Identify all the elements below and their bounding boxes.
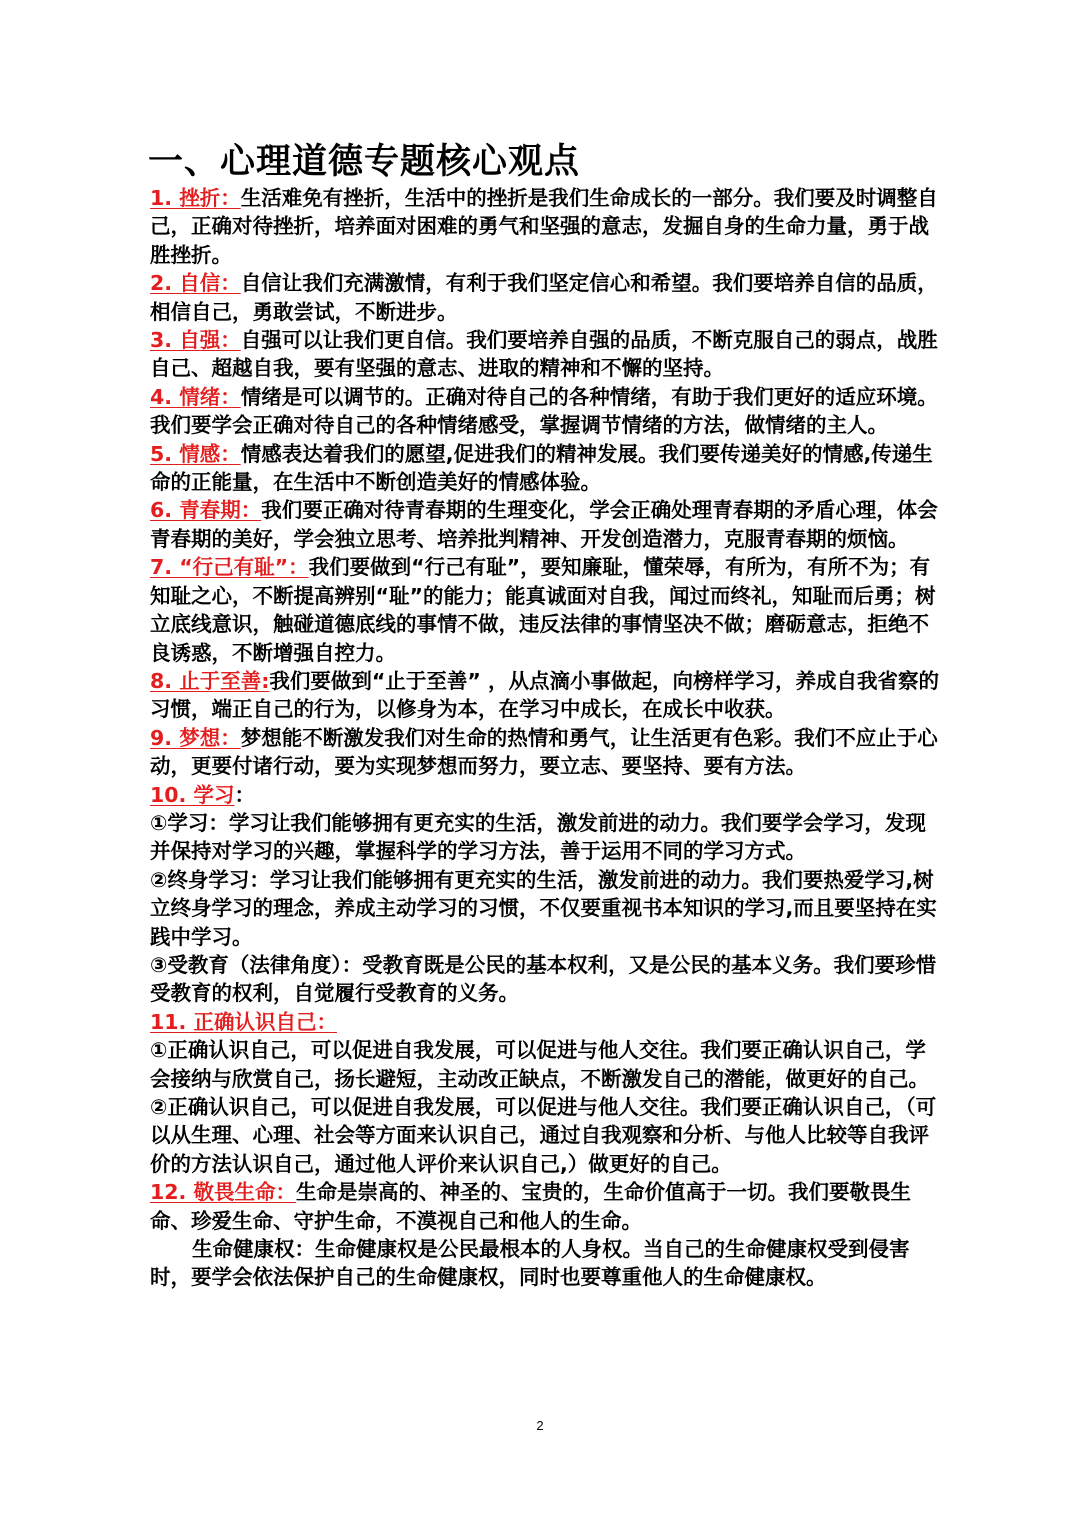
item-label: 1. 挫折： [150,186,241,210]
item-text: 生命是崇高的、神圣的、宝贵的，生命价值高于一切。我们要敬畏生命、珍爱生命、守护生命，不漠视自己和他人的生命。 [150,1180,911,1233]
list-item [150,326,940,383]
item-text: 我们要做到“行己有耻”，要知廉耻，懂荣辱，有所为，有所不为；有知耻之心，不断提高辨别“耻”的能力；能真诚面对自我，闻过而终礼，知耻而后勇；树立底线意识，触碰道德底线的事情不做，违反法律的事情坚决不做；磨砺意志，拒绝不良诱惑，不断增强自控力。 [150,555,936,665]
list-item [150,440,940,497]
page-title: 一、心理道德专题核心观点 [148,142,581,182]
sub-item: ①学习：学习让我们能够拥有更充实的生活，激发前进的动力。我们要学会学习，发现并保持对学习的兴趣，掌握科学的学习方法，善于运用不同的学习方式。 [150,810,926,864]
list-item [150,1178,940,1235]
list-item [150,184,940,269]
sub-item: ③受教育（法律角度）：受教育既是公民的基本权利，又是公民的基本义务。我们要珍惜受教育的权利，自觉履行受教育的义务。 [150,952,937,1006]
item-text: 情绪是可以调节的。正确对待自己的各种情绪，有助于我们更好的适应环境。我们要学会正确对待自己的各种情绪感受，掌握调节情绪的方法，做情绪的主人。 [150,384,938,438]
sub-item: ①正确认识自己，可以促进自我发展，可以促进与他人交往。我们要正确认识自己，学会接纳与欣赏自己，扬长避短，主动改正缺点，不断激发自己的潜能，做更好的自己。 [150,1038,929,1091]
item-label: 9. 梦想： [150,725,241,750]
sub-item: ②终身学习：学习让我们能够拥有更充实的生活，激发前进的动力。我们要热爱学习,树立终身学习的理念，养成主动学习的习惯，不仅要重视书本知识的学习,而且要坚持在实践中学习。 [150,867,937,949]
item-text: 自信让我们充满激情，有利于我们坚定信心和希望。我们要培养自信的品质，相信自己，勇敢尝试，不断进步。 [150,271,938,324]
item-label: 3. 自强： [150,328,241,353]
item-text: 我们要正确对待青春期的生理变化，学会正确处理青春期的矛盾心理，体会青春期的美好，学会独立思考、培养批判精神、开发创造潜力，克服青春期的烦恼。 [150,498,938,551]
item-text: 梦想能不断激发我们对生命的热情和勇气，让生活更有色彩。我们不应止于心动，更要付诸行动，要为实现梦想而努力，要立志、要坚持、要有方法。 [150,725,938,779]
item-label: 6. 青春期： [150,498,262,523]
page-number: 2 [536,1418,544,1433]
sub-item: ②正确认识自己，可以促进自我发展，可以促进与他人交往。我们要正确认识自己，（可以从生理、心理、社会等方面来认识自己，通过自我观察和分析、与他人比较等自我评价的方法认识自己，通过他人评价来认识自己,）做更好的自己。 [150,1095,937,1176]
item-label: 7. “行己有耻”： [150,555,309,580]
item-label: 5. 情感： [150,441,241,466]
list-item [150,269,940,326]
list-item [150,724,940,781]
indented-paragraph: 生命健康权：生命健康权是公民最根本的人身权。当自己的生命健康权受到侵害时，要学会依法保护自己的生命健康权，同时也要尊重他人的生命健康权。 [150,1237,910,1290]
item-label: 12. 敬畏生命： [150,1180,296,1205]
item-text: 生活难免有挫折，生活中的挫折是我们生命成长的一部分。我们要及时调整自己，正确对待挫折，培养面对困难的勇气和坚强的意志，发掘自身的生命力量，勇于战胜挫折。 [150,186,938,267]
list-item [150,667,940,724]
list-item [150,383,940,440]
item-label: 8. 止于至善: [150,668,270,693]
content-body [150,184,940,1292]
list-item [150,781,940,809]
item-label: 4. 情绪： [150,384,241,409]
list-item [150,553,940,667]
item-text: 我们要做到“止于至善” ，从点滴小事做起，向榜样学习，养成自我省察的习惯，端正自己的行为，以修身为本，在学习中成长，在成长中收获。 [150,668,939,722]
item-label: 10. 学习 [150,782,235,807]
item-text: 情感表达着我们的愿望,促进我们的精神发展。我们要传递美好的情感,传递生命的正能量，在生活中不断创造美好的情感体验。 [150,441,933,495]
item-text: 自强可以让我们更自信。我们要培养自强的品质，不断克服自己的弱点，战胜自己、超越自我，要有坚强的意志、进取的精神和不懈的坚持。 [150,328,938,381]
item-label: 11. 正确认识自己： [150,1009,337,1034]
list-item [150,496,940,553]
list-item [150,1008,940,1036]
item-label: 2. 自信： [150,271,241,296]
item-text: ： [234,782,255,807]
